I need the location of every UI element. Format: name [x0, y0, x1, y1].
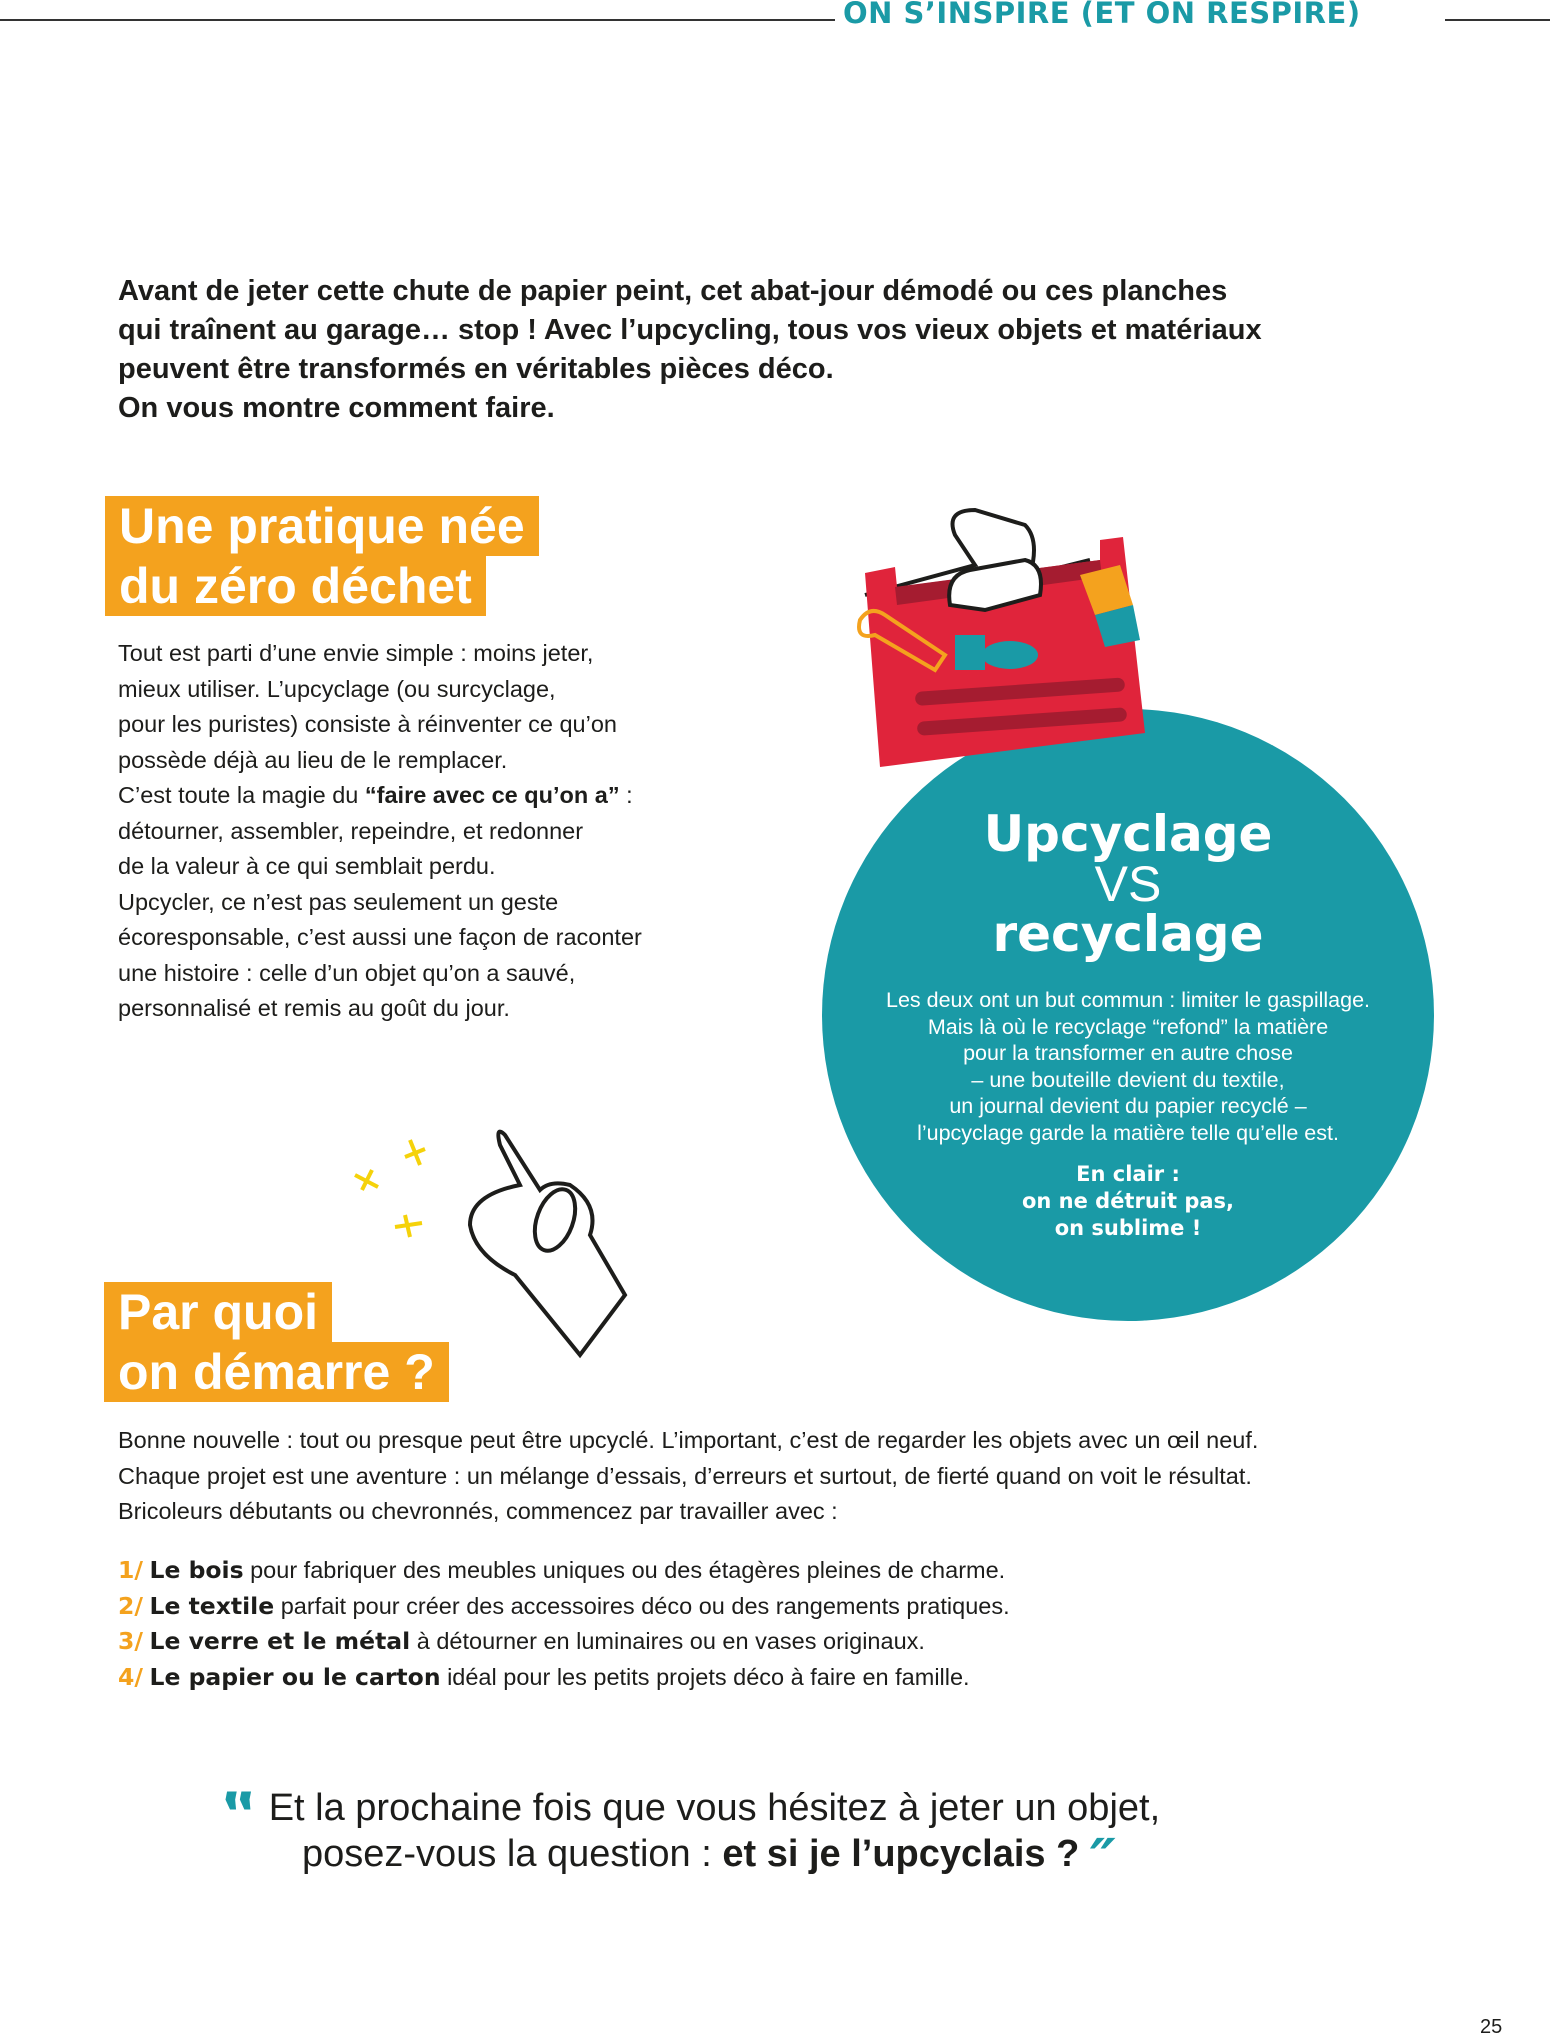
body-line: détourner, assembler, repeindre, et redonner — [118, 817, 584, 844]
title-line: recyclage — [992, 905, 1264, 963]
header-rule-left — [0, 19, 835, 21]
intro-line: Avant de jeter cette chute de papier peint, cet abat-jour démodé ou ces planches — [118, 275, 1228, 307]
close-quote-icon: ″ — [1089, 1826, 1116, 1894]
body-line: une histoire : celle d’un objet qu’on a sauvé, — [118, 959, 576, 986]
body-line: Bonne nouvelle : tout ou presque peut être upcyclé. L’important, c’est de regarder les objets avec un œil neuf. — [118, 1427, 1259, 1453]
page-number: 25 — [1480, 2016, 1503, 2038]
list-item — [118, 1660, 1418, 1696]
text-line: l’upcyclage garde la matière telle qu’elle est. — [917, 1120, 1339, 1145]
materials-list — [118, 1553, 1418, 1695]
list-keyword: Le papier ou le carton — [149, 1662, 441, 1691]
text: C’est toute la magie du — [118, 782, 365, 808]
list-item — [118, 1553, 1418, 1589]
list-number: 1/ — [118, 1556, 143, 1584]
list-keyword: Le textile — [149, 1591, 275, 1620]
text-line: Mais là où le recyclage “refond” la matière — [927, 1014, 1329, 1039]
title-line: Upcyclage — [983, 805, 1273, 863]
callout-conclusion — [822, 1161, 1434, 1242]
text-line: un journal devient du papier recyclé – — [949, 1094, 1307, 1118]
list-number: 4/ — [118, 1662, 143, 1691]
list-text: parfait pour créer des accessoires déco ou des rangements pratiques. — [274, 1592, 1010, 1619]
text-line: En clair : — [1076, 1162, 1180, 1186]
title-line: VS — [1094, 856, 1162, 912]
section2-body — [118, 1423, 1418, 1530]
body-line: pour les puristes) consiste à réinventer ce qu’on — [118, 711, 617, 737]
body-line: Chaque projet est une aventure : un mélange d’essais, d’erreurs et surtout, de fierté quand on voit le résultat. — [118, 1462, 1252, 1489]
list-text: pour fabriquer des meubles uniques ou des étagères pleines de charme. — [243, 1557, 1006, 1583]
text-line: on ne détruit pas, — [1021, 1189, 1235, 1213]
header-rule-right — [1445, 19, 1550, 21]
intro-line: qui traînent au garage… stop ! Avec l’upcycling, tous vos vieux objets et matériaux — [118, 314, 1262, 346]
body-line: Tout est parti d’une envie simple : moins jeter, — [118, 640, 594, 666]
list-keyword: Le bois — [149, 1556, 244, 1584]
text-line: – une bouteille devient du textile, — [971, 1067, 1285, 1092]
text: : — [619, 782, 633, 808]
list-item — [118, 1624, 1418, 1660]
text-line: pour la transformer en autre chose — [963, 1041, 1293, 1065]
pull-quote — [220, 1780, 1320, 1894]
list-text: à détourner en luminaires ou en vases originaux. — [410, 1628, 925, 1654]
list-item — [118, 1589, 1418, 1625]
heading-line: Par quoi — [104, 1282, 332, 1342]
quote-emphasis: et si je l’upcyclais ? — [722, 1833, 1080, 1875]
list-number: 3/ — [118, 1627, 143, 1655]
intro-line: peuvent être transformés en véritables pièces déco. — [118, 353, 834, 385]
body-line: mieux utiliser. L’upcyclage (ou surcyclage, — [118, 675, 556, 702]
callout-title — [822, 805, 1434, 963]
intro-paragraph — [118, 272, 1378, 428]
heading-pratique — [105, 496, 539, 616]
heading-line: Une pratique née — [105, 496, 539, 556]
open-quote-icon: ‟ — [220, 1780, 259, 1848]
text-line: Les deux ont un but commun : limiter le gaspillage. — [885, 988, 1370, 1012]
text-line: on sublime ! — [1054, 1216, 1202, 1240]
heading-line: on démarre ? — [104, 1342, 449, 1402]
body-line: Upcycler, ce n’est pas seulement un geste — [118, 888, 559, 915]
section1-body — [118, 636, 718, 1027]
emphasis: “faire avec ce qu’on a” — [364, 782, 620, 808]
list-keyword: Le verre et le métal — [149, 1627, 411, 1655]
callout-text — [862, 987, 1394, 1146]
quote-line: Et la prochaine fois que vous hésitez à jeter un objet, — [268, 1787, 1161, 1829]
quote-line: posez-vous la question : — [302, 1833, 723, 1875]
body-line: personnalisé et remis au goût du jour. — [118, 995, 510, 1021]
body-line: possède déjà au lieu de le remplacer. — [118, 746, 508, 773]
toolbox-illustration-icon — [855, 505, 1155, 780]
body-line: de la valeur à ce qui semblait perdu. — [118, 853, 496, 879]
section-title: ON S’INSPIRE (ET ON RESPIRE) — [843, 0, 1361, 30]
body-line: Bricoleurs débutants ou chevronnés, commencez par travailler avec : — [118, 1498, 838, 1524]
intro-line: On vous montre comment faire. — [118, 392, 555, 424]
heading-par-quoi — [104, 1282, 449, 1402]
heading-line: du zéro déchet — [105, 556, 486, 616]
body-line: écoresponsable, c’est aussi une façon de raconter — [118, 924, 642, 950]
list-number: 2/ — [118, 1591, 143, 1620]
list-text: idéal pour les petits projets déco à faire en famille. — [440, 1663, 970, 1690]
body-line — [118, 778, 718, 814]
upcyclage-vs-recyclage-callout — [822, 709, 1434, 1321]
